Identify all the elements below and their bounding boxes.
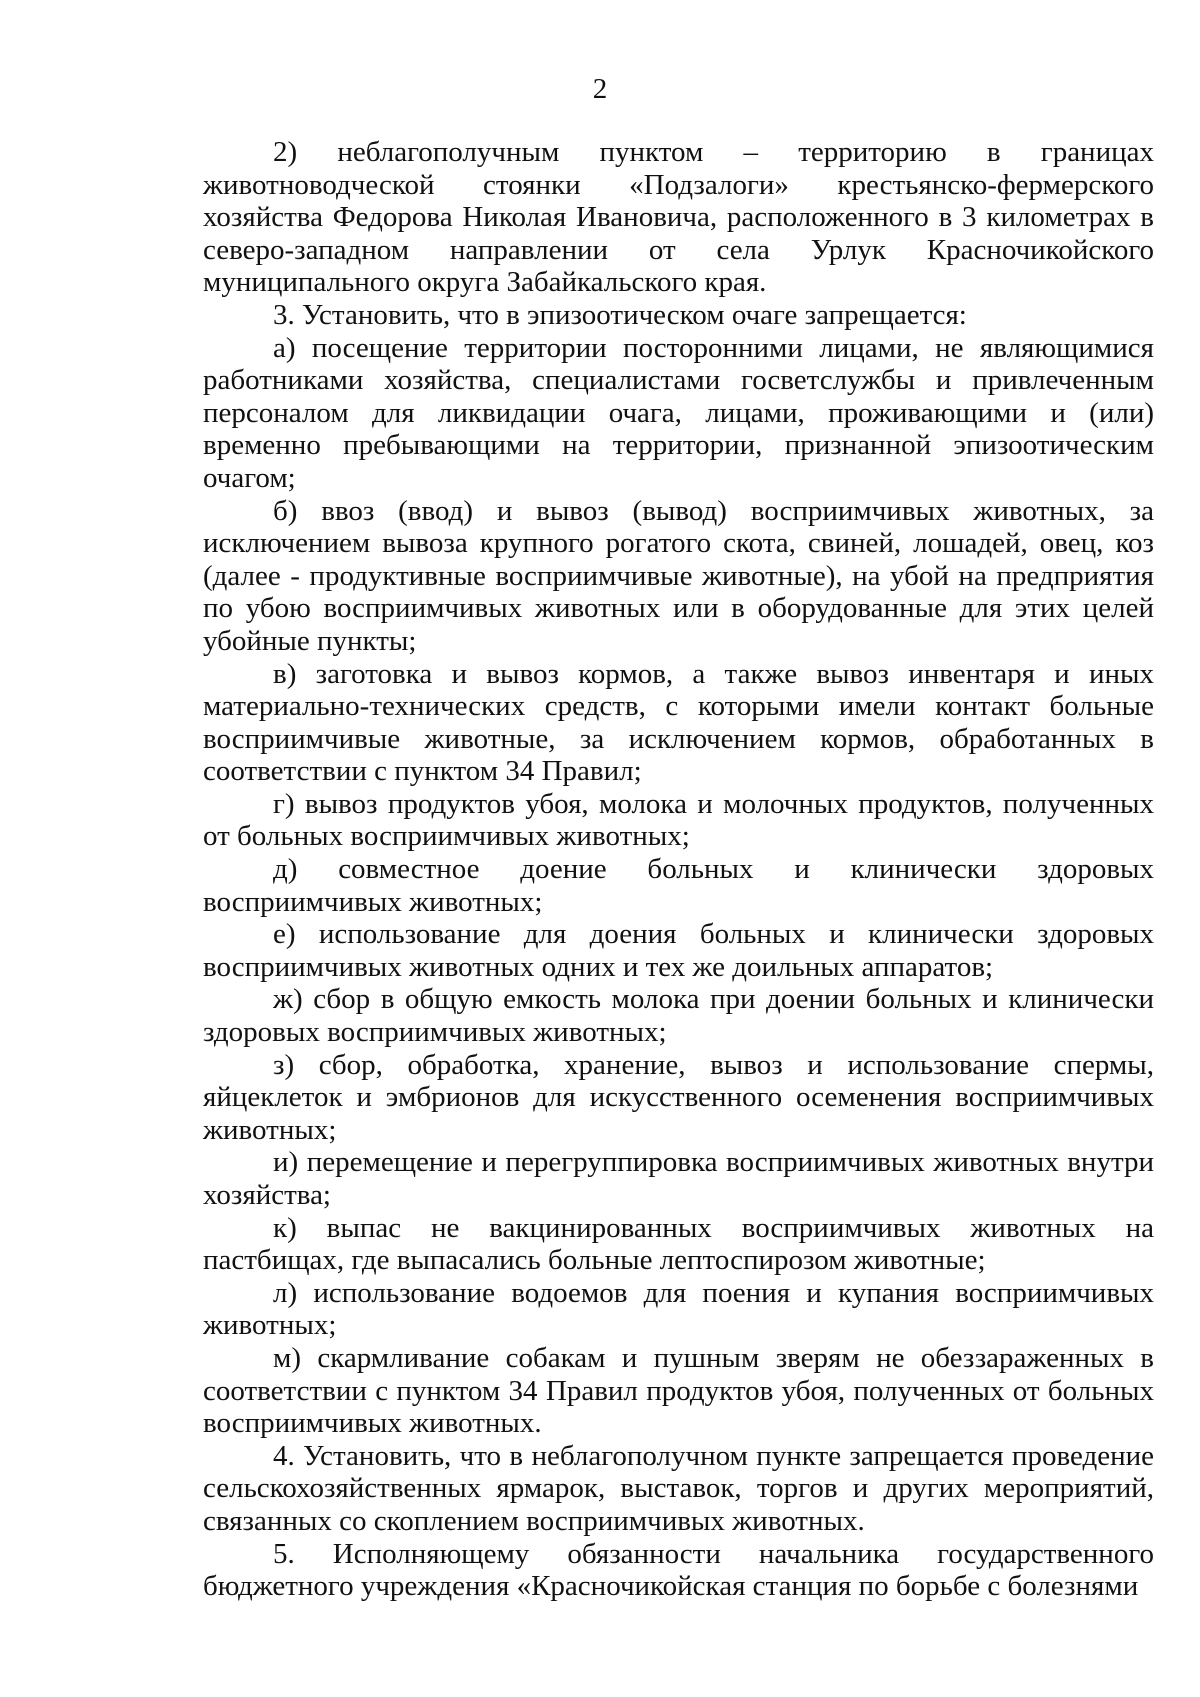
paragraph-subitem-z: з) сбор, обработка, хранение, вывоз и использование спермы, яйцеклеток и эмбрионов для искусственного осеменения восприимчивых животных; [203, 1048, 1154, 1146]
page-number: 2 [592, 73, 608, 105]
paragraph-clause-3-heading: 3. Установить, что в эпизоотическом очаге запрещается: [273, 298, 967, 331]
paragraph-item-2: 2) неблагополучным пунктом – территорию в границах животноводческой стоянки «Подзалоги» крестьянско-фермерского хозяйства Федорова Николая Ивановича, расположенного в 3 километрах в северо-западном направлении от села Урлук Красночикойского муниципального округа Забайкальского края. [203, 136, 1154, 299]
paragraph-subitem-m: м) скармливание собакам и пушным зверям не обеззараженных в соответствии с пунктом 34 Правил продуктов убоя, полученных от больных восприимчивых животных. [203, 1341, 1154, 1440]
paragraph-subitem-a: а) посещение территории посторонними лицами, не являющимися работниками хозяйства, специалистами госветслужбы и привлеченным персоналом для ликвидации очага, лицами, проживающими и (или) временно пребывающими на территории, признанной эпизоотическим очагом; [203, 331, 1154, 494]
paragraph-subitem-b: б) ввоз (ввод) и вывоз (вывод) восприимчивых животных, за исключением вывоза крупного рогатого скота, свиней, лошадей, овец, коз (далее - продуктивные восприимчивые животные), на убой на предприятия по убою восприимчивых животных или в оборудованные для этих целей убойные пункты; [203, 494, 1154, 657]
paragraph-subitem-d: д) совместное доение больных и клинически здоровых восприимчивых животных; [203, 853, 1154, 918]
paragraph-subitem-k: к) выпас не вакцинированных восприимчивых животных на пастбищах, где выпасались больные лептоспирозом животные; [203, 1211, 1154, 1277]
document-body [203, 136, 1154, 1603]
paragraph-clause-5: 5. Исполняющему обязанности начальника государственного бюджетного учреждения «Красночикойская станция по борьбе с болезнями [203, 1537, 1154, 1603]
paragraph-subitem-zh: ж) сбор в общую емкость молока при доении больных и клинически здоровых восприимчивых животных; [203, 983, 1154, 1049]
paragraph-subitem-i: и) перемещение и перегруппировка восприимчивых животных внутри хозяйства; [203, 1146, 1154, 1211]
paragraph-clause-4: 4. Установить, что в неблагополучном пункте запрещается проведение сельскохозяйственных ярмарок, выставок, торгов и других мероприятий, связанных со скоплением восприимчивых животных. [203, 1439, 1154, 1537]
paragraph-subitem-v: в) заготовка и вывоз кормов, а также вывоз инвентаря и иных материально-технических средств, с которыми имели контакт больные восприимчивые животные, за исключением кормов, обработанных в соответствии с пунктом 34 Правил; [203, 657, 1154, 788]
paragraph-subitem-g: г) вывоз продуктов убоя, молока и молочных продуктов, полученных от больных восприимчивых животных; [203, 787, 1154, 853]
paragraph-subitem-e: е) использование для доения больных и клинически здоровых восприимчивых животных одних и тех же доильных аппаратов; [203, 918, 1154, 983]
paragraph-subitem-l: л) использование водоемов для поения и купания восприимчивых животных; [203, 1276, 1154, 1342]
